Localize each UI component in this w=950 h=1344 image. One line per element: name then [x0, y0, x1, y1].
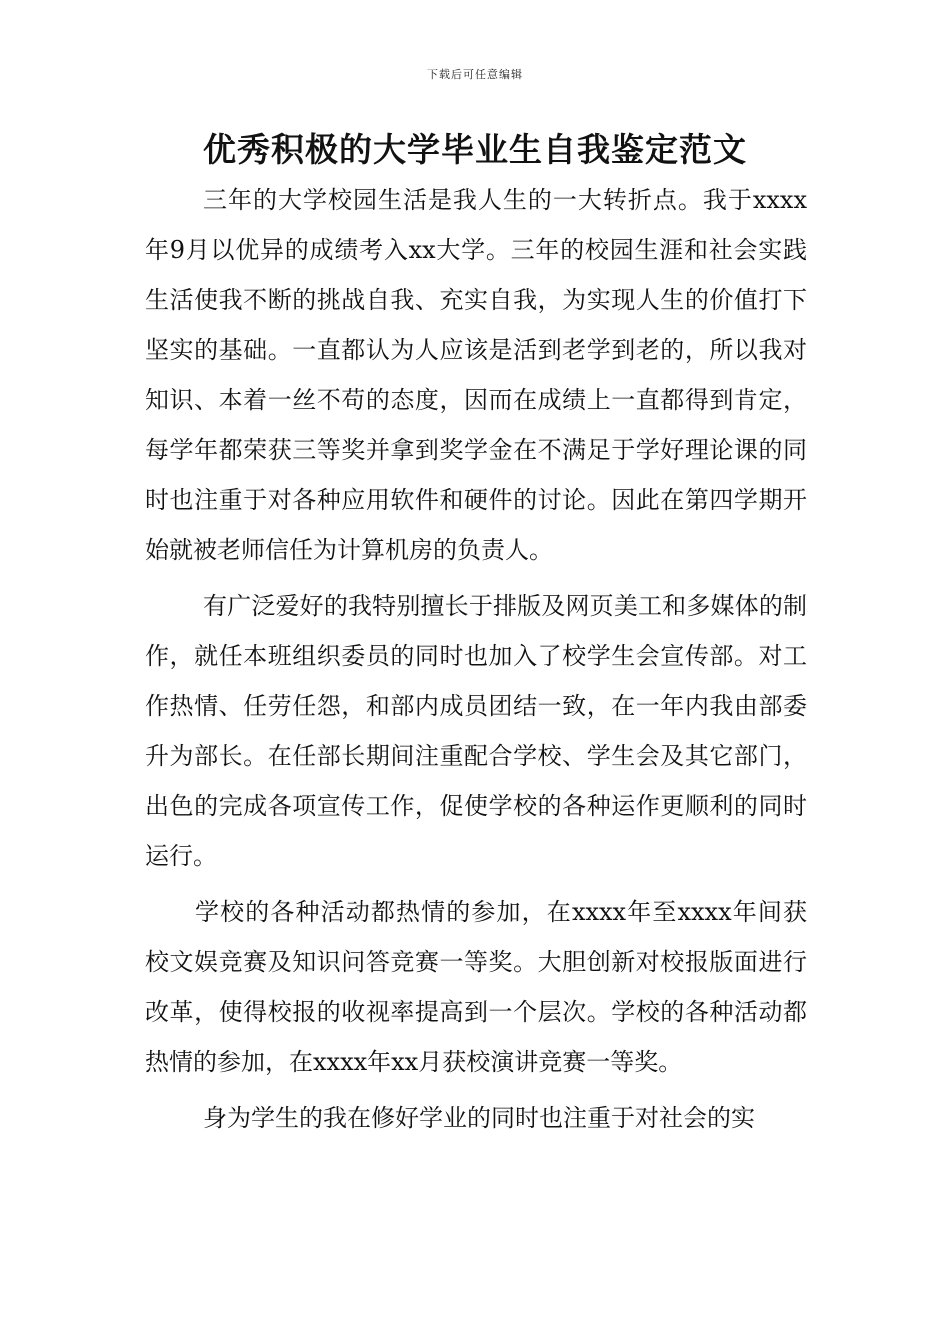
paragraph: 有广泛爱好的我特别擅长于排版及网页美工和多媒体的制作，就任本班组织委员的同时也加入了校学生会宣传部。对工作热情、任劳任怨，和部内成员团结一致，在一年内我由部委升为部长。在任部长期间注重配合学校、学生会及其它部门，出色的完成各项宣传工作，促使学校的各种运作更顺利的同时运行。 — [145, 592, 807, 870]
paragraph: 身为学生的我在修好学业的同时也注重于对社会的实 — [203, 1104, 755, 1132]
header-note: 下载后可任意编辑 — [427, 68, 523, 81]
paragraph: 学校的各种活动都热情的参加，在xxxx年至xxxx年间获校文娱竞赛及知识问答竞赛一等奖。大胆创新对校报版面进行改革，使得校报的收视率提高到一个层次。学校的各种活动都热情的参加，在xxxx年xx月获校演讲竞赛一等奖。 — [145, 898, 807, 1076]
page-title: 优秀积极的大学毕业生自我鉴定范文 — [203, 130, 747, 169]
paragraph: 三年的大学校园生活是我人生的一大转折点。我于xxxx年9月以优异的成绩考入xx大学。三年的校园生涯和社会实践生活使我不断的挑战自我、充实自我，为实现人生的价值打下坚实的基础。一直都认为人应该是活到老学到老的，所以我对知识、本着一丝不苟的态度，因而在成绩上一直都得到肯定，每学年都荣获三等奖并拿到奖学金在不满足于学好理论课的同时也注重于对各种应用软件和硬件的讨论。因此在第四学期开始就被老师信任为计算机房的负责人。 — [145, 186, 807, 564]
document-body — [145, 175, 807, 1143]
